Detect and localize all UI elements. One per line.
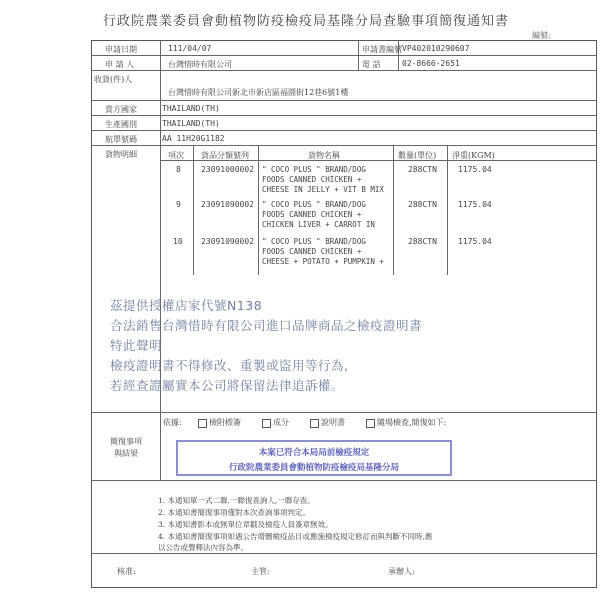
option-label-text: 檢附標簽 bbox=[209, 418, 241, 427]
authorization-line-3: 特此聲明 bbox=[110, 338, 163, 353]
goods-name: " COCO PLUS " BRAND/DOG FOODS CANNED CHICKEN + CHEESE IN JELLY + VIT B MIX bbox=[262, 165, 384, 194]
checkbox-icon[interactable] bbox=[366, 419, 375, 428]
note-2: 2. 本通知書簡復事項僅對本次查詢事項判定。 bbox=[158, 508, 311, 517]
handler-label: 承辦人: bbox=[388, 567, 415, 576]
serial-number-label: 編號: bbox=[532, 31, 551, 40]
applicant-value: 台灣惜時有限公司 bbox=[168, 60, 232, 69]
origin-country-label: 生產國別 bbox=[105, 120, 137, 129]
row-divider bbox=[91, 115, 597, 116]
apply-date-label: 申請日期 bbox=[105, 45, 137, 54]
stamp-line-2: 行政院農業委員會動植物防疫檢疫局基隆分局 bbox=[228, 463, 399, 473]
col-divider bbox=[193, 145, 194, 275]
authorization-line-1: 茲提供授權店家代號N138 bbox=[110, 298, 263, 313]
basis-label: 依據: bbox=[163, 418, 182, 427]
results-label-line-1: 簡復事項 bbox=[110, 437, 142, 446]
goods-code: 23091090002 bbox=[201, 200, 254, 209]
row-divider bbox=[91, 100, 597, 101]
note-1: 1. 本通知單一式二聯,一聯復查詢人,一聯存查。 bbox=[158, 496, 315, 505]
col-divider bbox=[160, 40, 161, 100]
goods-item: 10 bbox=[173, 237, 183, 246]
consignee-label: 收貨(件)人 bbox=[94, 75, 133, 84]
document-title: 行政院農業委員會動植物防疫檢疫局基隆分局查驗事項簡復通知書 bbox=[102, 14, 509, 29]
note-3: 3. 本通知書影本或無單位章戳及檢疫人員簽章無效。 bbox=[158, 520, 333, 529]
transport-no-label: 航單號碼 bbox=[105, 135, 137, 144]
goods-name: " COCO PLUS " BRAND/DOG FOODS CANNED CHICKEN + CHEESE + POTATO + PUMPKIN + bbox=[262, 237, 384, 266]
applicant-label: 申 請 人 bbox=[105, 60, 135, 69]
option-onsite-text: 隨場檢查,簡復如下: bbox=[377, 418, 447, 427]
row-divider bbox=[91, 70, 597, 71]
col-divider bbox=[447, 145, 448, 275]
origin-country-value: THAILAND(TH) bbox=[162, 119, 220, 128]
note-5: 以公告或聲釋法內容為準。 bbox=[158, 543, 248, 552]
goods-code: 23091090002 bbox=[201, 237, 254, 246]
goods-code: 23091000002 bbox=[201, 165, 254, 174]
checkbox-icon[interactable] bbox=[262, 419, 271, 428]
goods-item: 9 bbox=[176, 200, 181, 209]
option-onsite-checkbox[interactable] bbox=[366, 417, 446, 428]
option-ingredients-text: 成分 bbox=[273, 418, 289, 427]
col-divider bbox=[358, 40, 359, 70]
phone-value: 02-8666-2651 bbox=[402, 59, 460, 68]
apply-no-value: VP402010290607 bbox=[402, 44, 470, 53]
row-divider bbox=[91, 480, 597, 481]
apply-date-value: 111/04/07 bbox=[168, 44, 212, 53]
col-divider bbox=[393, 145, 394, 275]
goods-detail-label: 貨物明細 bbox=[105, 150, 137, 159]
goods-name: " COCO PLUS " BRAND/DOG FOODS CANNED CHICKEN + CHICKEN LIVER + CARROT IN bbox=[262, 200, 375, 229]
option-manual-checkbox[interactable] bbox=[310, 417, 345, 428]
goods-col-qty: 數量(單位) bbox=[398, 151, 437, 160]
checkbox-icon[interactable] bbox=[310, 419, 319, 428]
goods-col-code: 貨品分類號列 bbox=[201, 151, 249, 160]
goods-weight: 1175.04 bbox=[458, 200, 492, 209]
checkbox-icon[interactable] bbox=[198, 419, 207, 428]
phone-label: 電 話 bbox=[362, 60, 381, 69]
transport-no-value: AA 11H20G1182 bbox=[162, 134, 225, 143]
authorization-line-2: 合法銷售台灣惜時有限公司進口品牌商品之檢疫證明書 bbox=[110, 318, 423, 333]
stamp-line-1: 本案已符合本局局前檢疫規定 bbox=[258, 448, 370, 458]
goods-qty: 288CTN bbox=[408, 165, 437, 174]
note-4: 4. 本通知書簡復事項如遇公告增刪檢疫品目或應施檢疫規定修訂而與判斷不同時,應 bbox=[158, 532, 433, 541]
col-divider bbox=[258, 145, 259, 275]
authorization-line-4: 檢疫證明書不得修改、重製或盜用等行為, bbox=[110, 358, 349, 373]
row-divider bbox=[91, 553, 597, 554]
row-divider bbox=[91, 145, 597, 146]
authorization-line-5: 若經查證屬實本公司將保留法律追訴權。 bbox=[110, 378, 345, 393]
goods-weight: 1175.04 bbox=[458, 165, 492, 174]
option-ingredients-checkbox[interactable] bbox=[262, 417, 289, 428]
goods-item: 8 bbox=[176, 165, 181, 174]
row-divider bbox=[91, 55, 597, 56]
goods-qty: 288CTN bbox=[408, 200, 437, 209]
option-manual-text: 說明書 bbox=[321, 418, 345, 427]
consignee-value: 台灣惜時有限公司新北市新店區福園街12巷6號1樓 bbox=[168, 88, 349, 97]
goods-qty: 288CTN bbox=[408, 237, 437, 246]
apply-no-label: 申請書編號 bbox=[362, 45, 402, 54]
export-country-label: 貴方國家 bbox=[105, 105, 137, 114]
row-divider bbox=[91, 412, 597, 413]
col-divider bbox=[160, 100, 161, 480]
goods-col-name: 貨物名稱 bbox=[308, 151, 340, 160]
goods-col-weight: 淨重(KGM) bbox=[452, 151, 495, 160]
approver-label: 核准: bbox=[117, 567, 136, 576]
goods-col-item: 項次 bbox=[168, 151, 184, 160]
approval-stamp bbox=[176, 440, 452, 476]
option-label-checkbox[interactable] bbox=[198, 417, 241, 428]
supervisor-label: 主管: bbox=[251, 567, 270, 576]
row-divider bbox=[91, 130, 597, 131]
export-country-value: THAILAND(TH) bbox=[162, 104, 220, 113]
results-label-line-2: 與結果 bbox=[114, 449, 138, 458]
goods-weight: 1175.04 bbox=[458, 237, 492, 246]
